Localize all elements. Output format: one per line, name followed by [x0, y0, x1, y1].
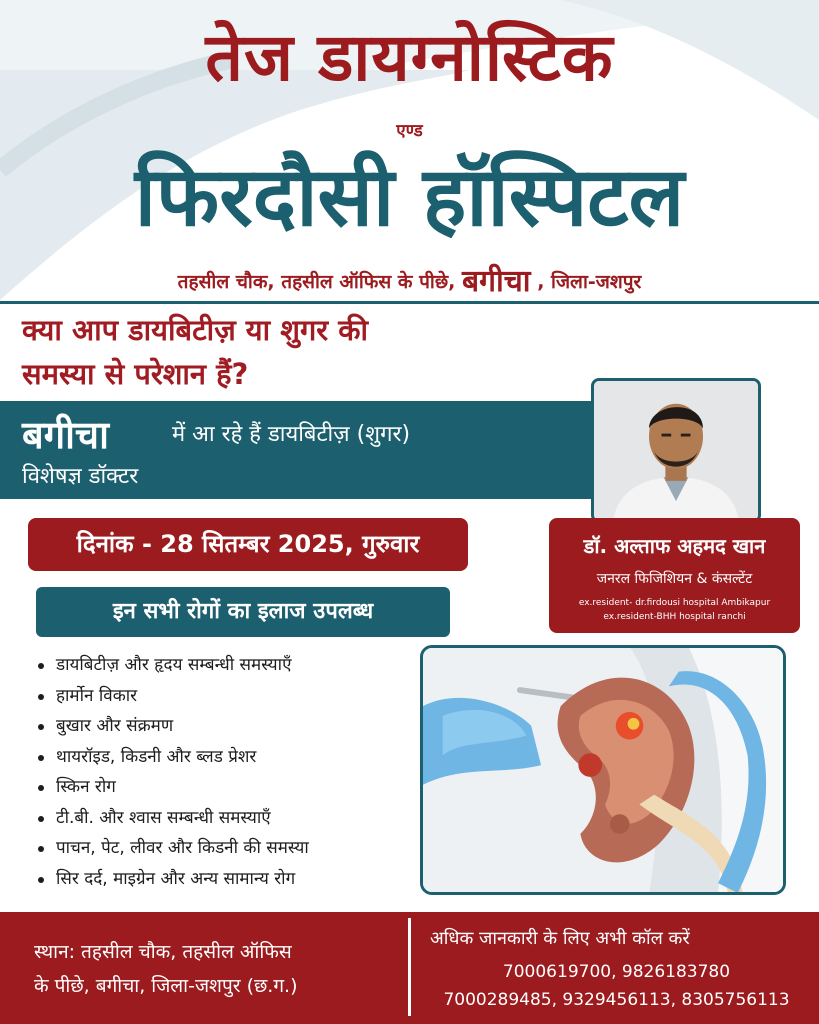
diabetes-question	[22, 308, 582, 396]
disease-item: थायरॉइड, किडनी और ब्लड प्रेशर	[34, 742, 414, 773]
question-line1: क्या आप डायबिटीज़ या शुगर की	[22, 313, 369, 347]
hospital-title-line1: तेज डायग्नोस्टिक	[205, 19, 614, 96]
visit-banner-text: में आ रहे हैं डायबिटीज़ (शुगर)	[172, 422, 411, 447]
hospital-title-and: एण्ड	[396, 121, 423, 141]
visit-banner-specialist: विशेषज्ञ डॉक्टर	[22, 464, 139, 489]
doctor-photo	[591, 378, 761, 523]
question-line2: समस्या से परेशान हैं?	[22, 357, 249, 391]
doctor-card	[549, 518, 800, 633]
disease-item: हार्मोन विकार	[34, 681, 414, 712]
doctor-ex-resident-1: ex.resident- dr.firdousi hospital Ambikapur	[578, 598, 771, 608]
footer-divider	[408, 918, 411, 1016]
footer-call-to-action: अधिक जानकारी के लिए अभी कॉल करें	[430, 928, 690, 949]
doctor-ex-resident-2: ex.resident-BHH hospital ranchi	[603, 612, 746, 622]
disease-list	[34, 650, 414, 894]
footer	[0, 912, 819, 1024]
treatment-heading: इन सभी रोगों का इलाज उपलब्ध	[36, 587, 450, 637]
header-address	[0, 259, 819, 300]
doctor-name: डॉ. अल्ताफ अहमद खान	[583, 534, 766, 558]
address-part1: तहसील चौक, तहसील ऑफिस के पीछे,	[177, 271, 462, 293]
footer-location-line1: स्थान: तहसील चौक, तहसील ऑफिस	[34, 941, 292, 963]
header-divider	[0, 301, 819, 304]
footer-location-line2: के पीछे, बगीचा, जिला-जशपुर (छ.ग.)	[34, 975, 298, 997]
disease-item: डायबिटीज़ और हृदय सम्बन्धी समस्याएँ	[34, 650, 414, 681]
disease-item: सिर दर्द, माइग्रेन और अन्य सामान्य रोग	[34, 864, 414, 895]
disease-item: पाचन, पेट, लीवर और किडनी की समस्या	[34, 833, 414, 864]
footer-phones-line2: 7000289485, 9329456113, 8305756113	[443, 990, 790, 1010]
kidney-model-image	[420, 645, 786, 895]
doctor-role: जनरल फिजिशियन & कंसल्टेंट	[596, 571, 753, 587]
visit-banner-town: बगीचा	[22, 413, 109, 457]
disease-item: स्किन रोग	[34, 772, 414, 803]
event-date: दिनांक - 28 सितम्बर 2025, गुरुवार	[28, 518, 468, 571]
hospital-title-line2: फिरदौसी हॉस्पिटल	[134, 150, 685, 245]
footer-phones-line1: 7000619700, 9826183780	[502, 962, 731, 982]
disease-item: बुखार और संक्रमण	[34, 711, 414, 742]
disease-item: टी.बी. और श्वास सम्बन्धी समस्याएँ	[34, 803, 414, 834]
address-town: बगीचा	[461, 264, 531, 299]
address-part2: , जिला-जशपुर	[530, 271, 642, 293]
